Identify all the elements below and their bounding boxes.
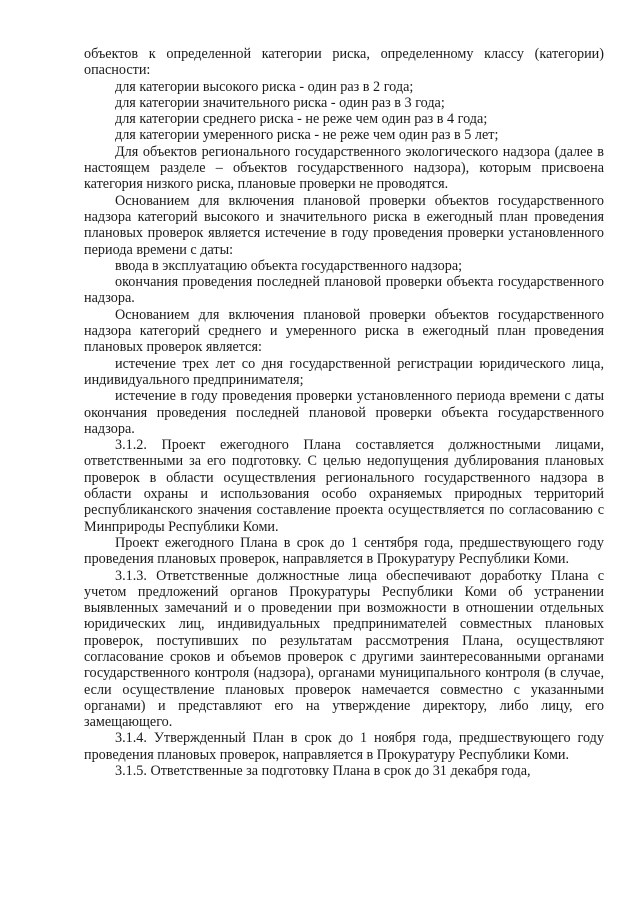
paragraph: Основанием для включения плановой проверки объектов государственного надзора категорий среднего и умеренного риска в ежегодный план проведения плановых проверок является: [84,306,604,356]
paragraph: истечение в году проведения проверки установленного периода времени с даты окончания проведения последней плановой проверки объекта государственного надзора. [84,388,604,437]
paragraph: Проект ежегодного Плана в срок до 1 сентября года, предшествующего году проведения плановых проверок, направляется в Прокуратуру Республики Коми. [84,534,604,568]
list-item: для категории значительного риска - один раз в 3 года; [115,94,445,111]
section-3-1-4: 3.1.4. Утвержденный План в срок до 1 ноября года, предшествующего году проведения плановых проверок, направляется в Прокуратуру Республики Коми. [84,730,604,763]
list-item: для категории среднего риска - не реже чем один раз в 4 года; [115,111,488,128]
paragraph: Для объектов регионального государственного экологического надзора (далее в настоящем разделе – объектов государственного надзора), которым присвоена категория низкого риска, плановые проверки не проводятся. [84,143,604,193]
list-item: для категории высокого риска - один раз в 2 года; [115,78,414,95]
paragraph: истечение трех лет со дня государственной регистрации юридического лица, индивидуального предпринимателя; [84,355,604,388]
paragraph: Основанием для включения плановой проверки объектов государственного надзора категорий высокого и значительного риска в ежегодный план проведения плановых проверок является истечение в году проведения проверки установленного периода времени с даты: [84,192,604,258]
paragraph: объектов к определенной категории риска, определенному классу (категории) опасности: [84,46,604,79]
section-3-1-5: 3.1.5. Ответственные за подготовку Плана в срок до 31 декабря года, [115,763,531,780]
paragraph: окончания проведения последней плановой проверки объекта государственного надзора. [84,274,604,307]
section-3-1-3: 3.1.3. Ответственные должностные лица обеспечивают доработку Плана с учетом предложений органов Прокуратуры Республики Коми об устранении выявленных замечаний и о проведении при возможности в отношении отдельных юридических лиц, индивидуальных предпринимателей совместных плановых проверок, поступивших по результатам рассмотрения Плана, осуществляют согласование сроков и объемов проверок с другими заинтересованными органами государственного контроля (надзора), органами муниципального контроля (в случае, если осуществление плановых проверок намечается совместно с указанными органами) и представляют его на утверждение директору, либо лицу, его замещающего. [84,567,604,731]
list-item: ввода в эксплуатацию объекта государственного надзора; [115,257,463,274]
list-item: для категории умеренного риска - не реже чем один раз в 5 лет; [115,127,499,144]
section-3-1-2: 3.1.2. Проект ежегодного Плана составляется должностными лицами, ответственными за его подготовку. С целью недопущения дублирования плановых проверок в области осуществления регионального государственного надзора в области охраны и использования особо охраняемых природных территорий республиканского значения составление проекта осуществляется по согласованию с Минприроды Республики Коми. [84,437,604,535]
